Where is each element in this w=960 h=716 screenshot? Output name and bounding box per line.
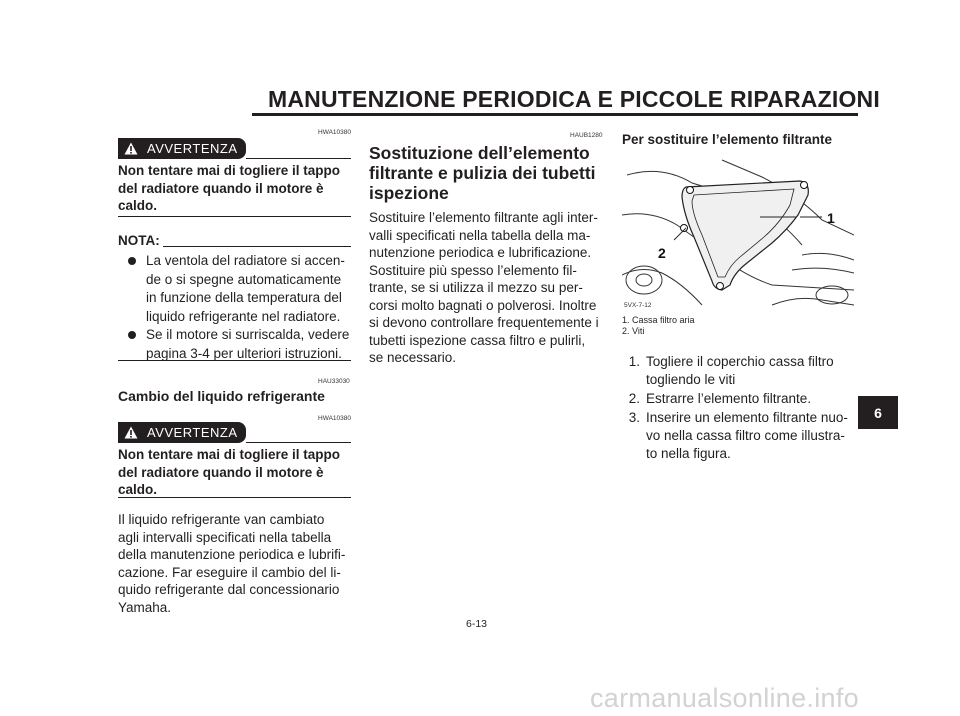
warning-code: HWA10380 <box>318 129 351 136</box>
procedure-heading: Per sostituire l’elemento filtrante <box>622 132 833 147</box>
figure-code: 5VX-7-12 <box>624 302 652 309</box>
warning-line <box>246 158 351 159</box>
procedure-step: 1. Togliere il coperchio cassa filtro togliendo le viti <box>628 354 834 387</box>
warning-line <box>246 442 351 443</box>
page-header-title: MANUTENZIONE PERIODICA E PICCOLE RIPARAZIONI <box>268 86 880 112</box>
section-heading: Sostituzione dell’elemento filtrante e pulizia dei tubetti ispezione <box>369 143 596 203</box>
warning-badge <box>118 138 246 159</box>
nota-label: NOTA: <box>118 233 160 248</box>
air-filter-body-text: Sostituire l’elemento filtrante agli inter- valli specificati nella tabella della ma- nutenzione periodica e lubrificazione. Sostituire più spesso l’elemento fil- trante, se si utilizza il mezzo su per- corsi molto bagnati o polverosi. Inoltre si devono controllare frequentemente i tubetti ispezione cassa filtro e pulirli, se necessario. <box>369 210 599 365</box>
chapter-tab: 6 <box>858 396 898 429</box>
figure-caption: 2. Viti <box>622 326 645 336</box>
callout-1-label: 1 <box>827 210 835 226</box>
warning-triangle-icon <box>124 426 138 439</box>
nota-end-rule <box>118 360 351 361</box>
air-filter-illustration <box>622 155 854 310</box>
section-code: HAUB1280 <box>570 132 603 139</box>
page-number: 6-13 <box>466 618 488 630</box>
bullet-dot-icon <box>128 331 136 339</box>
figure-caption: 1. Cassa filtro aria <box>622 315 695 325</box>
coolant-body-text: Il liquido refrigerante van cambiato agli intervalli specificati nella tabella della manutenzione periodica e lubrifi- cazione. Far eseguire il cambio del li- quido refrigerante dal concessionario Yamaha. <box>118 512 346 615</box>
bullet-dot-icon <box>128 257 136 265</box>
callout-2-label: 2 <box>658 245 666 261</box>
procedure-step: 2. Estrarre l’elemento filtrante. <box>628 391 812 406</box>
section-title: Cambio del liquido refrigerante <box>118 388 325 404</box>
warning-badge <box>118 422 246 443</box>
warning-label: AVVERTENZA <box>147 141 238 156</box>
warning-triangle-icon <box>124 142 138 155</box>
warning-end-rule <box>118 216 351 217</box>
warning-label: AVVERTENZA <box>147 425 238 440</box>
nota-line <box>163 246 351 247</box>
watermark: carmanualsonline.info <box>590 683 859 713</box>
warning-text: Non tentare mai di togliere il tappo del radiatore quando il motore è caldo. <box>118 447 341 497</box>
nota-bullet: Se il motore si surriscalda, vedere pagina 3-4 per ulteriori istruzioni. <box>128 326 352 363</box>
section-code: HAU33030 <box>318 378 350 385</box>
air-filter-figure <box>622 155 854 310</box>
warning-text: Non tentare mai di togliere il tappo del radiatore quando il motore è caldo. <box>118 163 341 213</box>
procedure-step: 3. Inserire un elemento filtrante nuo- vo nella cassa filtro come illustra- to nella figura. <box>628 410 848 461</box>
warning-end-rule <box>118 497 351 498</box>
procedure-steps <box>622 353 854 464</box>
header-rule <box>252 113 858 116</box>
nota-bullet: La ventola del radiatore si accen- de o si spegne automaticamente in funzione della temperatura del liquido refrigerante nel radiatore. <box>128 252 352 326</box>
warning-code: HWA10380 <box>318 415 351 422</box>
